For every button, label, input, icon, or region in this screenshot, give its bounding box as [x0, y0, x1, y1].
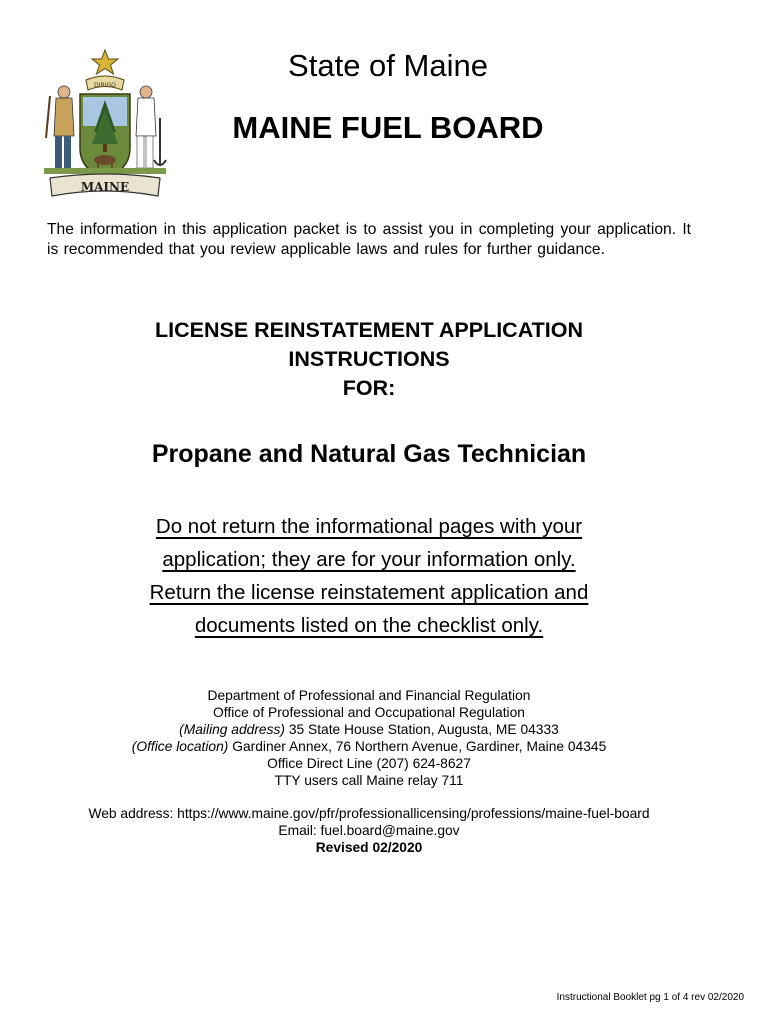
email-address[interactable]: Email: fuel.board@maine.gov: [278, 823, 460, 838]
notice-line-2: application; they are for your information only.: [162, 548, 576, 571]
web-address[interactable]: Web address: https://www.maine.gov/pfr/professionallicensing/professions/maine-fuel-board: [88, 806, 650, 821]
mailing-label: (Mailing address): [179, 722, 285, 737]
intro-paragraph: The information in this application packet is to assist you in completing your application. It is recommended that you review applicable laws and rules for further guidance.: [47, 221, 691, 258]
location-label: (Office location): [131, 739, 229, 754]
state-title: State of Maine: [288, 48, 488, 83]
notice-line-1: Do not return the informational pages with your: [155, 515, 583, 538]
department-name: Department of Professional and Financial Regulation: [207, 688, 531, 703]
contact-block: [0, 687, 738, 789]
board-title: MAINE FUEL BOARD: [232, 110, 544, 145]
revised-date: Revised 02/2020: [315, 840, 423, 855]
web-block: [0, 805, 738, 856]
heading-line-3: FOR:: [342, 376, 396, 400]
heading-line-1: LICENSE REINSTATEMENT APPLICATION: [154, 318, 584, 342]
heading-line-2: INSTRUCTIONS: [288, 347, 450, 371]
license-type-title: Propane and Natural Gas Technician: [151, 440, 587, 468]
mailing-value: 35 State House Station, Augusta, ME 04333: [285, 722, 559, 737]
return-notice: [0, 510, 738, 642]
office-name: Office of Professional and Occupational Regulation: [213, 705, 525, 720]
svg-text:DIRIGO: DIRIGO: [94, 82, 116, 89]
tty-info: TTY users call Maine relay 711: [274, 773, 464, 788]
office-location: [0, 738, 738, 755]
office-phone: Office Direct Line (207) 624-8627: [267, 756, 471, 771]
page-footer: Instructional Booklet pg 1 of 4 rev 02/2020: [556, 992, 744, 1003]
notice-line-4: documents listed on the checklist only.: [194, 614, 544, 637]
location-value: Gardiner Annex, 76 Northern Avenue, Gardiner, Maine 04345: [228, 739, 607, 754]
mailing-address: [0, 721, 738, 738]
application-heading: [0, 316, 738, 403]
notice-line-3: Return the license reinstatement application and: [149, 581, 589, 604]
svg-text:MAINE: MAINE: [80, 180, 130, 194]
